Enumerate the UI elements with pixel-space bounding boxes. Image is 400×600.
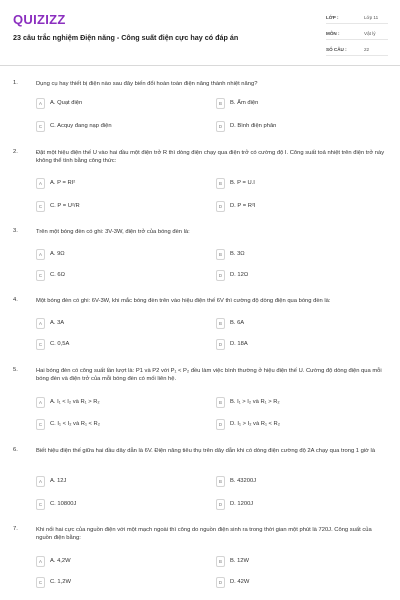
- option-b[interactable]: [216, 556, 386, 567]
- option-text: A. Quạt điện: [50, 100, 83, 106]
- question-number: 3.: [13, 228, 18, 234]
- option-text: D. I₁ > I₂ và R₁ < R₂: [230, 421, 280, 427]
- option-c[interactable]: [36, 419, 206, 430]
- option-text: D. 42W: [230, 579, 250, 585]
- option-text: C. 0,5A: [50, 341, 70, 347]
- option-text: A. 9Ω: [50, 251, 65, 257]
- meta-key: MÔN :: [326, 31, 340, 36]
- option-letter: D: [216, 419, 225, 430]
- meta-key: LỚP :: [326, 15, 339, 20]
- option-text: C. I₁ < I₂ và R₁ < R₂: [50, 421, 100, 427]
- option-letter: C: [36, 339, 45, 350]
- option-a[interactable]: [36, 249, 206, 260]
- option-text: A. I₁ < I₂ và R₁ > R₂: [50, 399, 100, 405]
- question-number: 5.: [13, 367, 18, 373]
- option-text: A. 4,2W: [50, 558, 71, 564]
- option-a[interactable]: [36, 98, 206, 109]
- option-text: B. P = U.I: [230, 180, 255, 186]
- option-a[interactable]: [36, 178, 206, 189]
- option-letter: D: [216, 270, 225, 281]
- option-letter: D: [216, 499, 225, 510]
- option-letter: D: [216, 201, 225, 212]
- option-text: B. 12W: [230, 558, 250, 564]
- option-c[interactable]: [36, 499, 206, 510]
- question-text: Hai bóng đèn có công suất lần lượt là: P1 và P2 với P₁ < P₂ đều làm việc bình thường ở hiệu điện thế U. Cường độ dòng điện qua mỗi bóng đèn và điện trở của mỗi bóng đèn có mối liên hệ.: [36, 368, 382, 382]
- option-text: A. 12J: [50, 478, 67, 484]
- meta-value: 22: [364, 47, 370, 52]
- option-text: D. 18A: [230, 341, 248, 347]
- option-letter: C: [36, 270, 45, 281]
- option-letter: D: [216, 339, 225, 350]
- option-c[interactable]: [36, 577, 206, 588]
- option-letter: A: [36, 397, 45, 408]
- option-letter: B: [216, 178, 225, 189]
- option-letter: C: [36, 201, 45, 212]
- option-text: C. 10800J: [50, 501, 77, 507]
- option-text: D. 1200J: [230, 501, 254, 507]
- meta-value: Lớp 11: [364, 15, 379, 20]
- option-text: B. 3Ω: [230, 251, 245, 257]
- option-text: C. 1,2W: [50, 579, 71, 585]
- option-text: C. 6Ω: [50, 272, 65, 278]
- option-text: C. Acquy đang nạp điện: [50, 123, 112, 129]
- option-text: B. I₁ > I₂ và R₁ > R₂: [230, 399, 280, 405]
- option-b[interactable]: [216, 178, 386, 189]
- option-text: B. 6A: [230, 320, 245, 326]
- meta-key: SỐ CÂU :: [326, 47, 347, 52]
- option-d[interactable]: [216, 419, 386, 430]
- document-title: 23 câu trắc nghiệm Điện năng - Công suất điện cực hay có đáp án: [13, 33, 239, 42]
- option-a[interactable]: [36, 556, 206, 567]
- question-text: Đặt một hiệu điện thế U vào hai đầu một điện trở R thì dòng điện chạy qua điện trở có cường độ I. Công suất toả nhiệt trên điện trở này không thể tính bằng công thức:: [36, 150, 385, 164]
- option-b[interactable]: [216, 98, 386, 109]
- option-letter: C: [36, 419, 45, 430]
- document-header: [0, 0, 400, 66]
- option-text: B. Ấm điện: [230, 100, 259, 106]
- question-text: Biết hiệu điện thế giữa hai đầu dây dẫn là 6V. Điện năng tiêu thụ trên dây dẫn khi có dòng điện cường độ 2A chạy qua trong 1 giờ là: [36, 448, 376, 454]
- option-d[interactable]: [216, 270, 386, 281]
- question-number: 7.: [13, 526, 18, 532]
- option-letter: C: [36, 577, 45, 588]
- question-number: 2.: [13, 149, 18, 155]
- option-letter: A: [36, 556, 45, 567]
- option-letter: B: [216, 556, 225, 567]
- meta-value: Vật lý: [364, 31, 376, 36]
- option-text: D. 12Ω: [230, 272, 249, 278]
- option-d[interactable]: [216, 201, 386, 212]
- option-d[interactable]: [216, 339, 386, 350]
- option-text: D. Bình điện phân: [230, 123, 277, 129]
- question-text: Một bóng đèn có ghi: 6V-3W, khi mắc bóng đèn trên vào hiệu điện thế 6V thì cường độ dòng điện qua bóng đèn là:: [36, 298, 331, 304]
- question-number: 1.: [13, 80, 18, 86]
- option-b[interactable]: [216, 476, 386, 487]
- option-letter: D: [216, 577, 225, 588]
- option-letter: A: [36, 249, 45, 260]
- option-d[interactable]: [216, 577, 386, 588]
- option-letter: D: [216, 121, 225, 132]
- option-letter: C: [36, 121, 45, 132]
- option-a[interactable]: [36, 476, 206, 487]
- option-a[interactable]: [36, 397, 206, 408]
- option-a[interactable]: [36, 318, 206, 329]
- option-letter: B: [216, 98, 225, 109]
- question-text: Khi nối hai cực của nguồn điện với một mạch ngoài thì công do nguồn điện sinh ra trong thời gian một phút là 720J. Công suất của nguồn điện bằng:: [36, 527, 372, 541]
- meta-row-class: [326, 11, 388, 24]
- option-letter: B: [216, 318, 225, 329]
- option-letter: B: [216, 397, 225, 408]
- option-c[interactable]: [36, 121, 206, 132]
- option-c[interactable]: [36, 270, 206, 281]
- option-text: A. P = RI²: [50, 180, 76, 186]
- option-letter: A: [36, 178, 45, 189]
- option-letter: B: [216, 476, 225, 487]
- option-letter: C: [36, 499, 45, 510]
- option-letter: A: [36, 476, 45, 487]
- option-letter: A: [36, 98, 45, 109]
- question-text: Dụng cụ hay thiết bị điện nào sau đây biến đổi hoàn toàn điện năng thành nhiệt năng?: [36, 81, 258, 87]
- option-letter: B: [216, 249, 225, 260]
- question-number: 4.: [13, 297, 18, 303]
- meta-row-subject: [326, 27, 388, 40]
- option-c[interactable]: [36, 201, 206, 212]
- option-b[interactable]: [216, 397, 386, 408]
- option-b[interactable]: [216, 318, 386, 329]
- question-text: Trên một bóng đèn có ghi: 3V-3W, điện trở của bóng đèn là:: [36, 229, 190, 235]
- option-text: D. P = R²I: [230, 203, 256, 209]
- option-text: A. 3A: [50, 320, 65, 326]
- option-letter: A: [36, 318, 45, 329]
- option-d[interactable]: [216, 121, 386, 132]
- option-d[interactable]: [216, 499, 386, 510]
- option-text: B. 43200J: [230, 478, 257, 484]
- option-text: C. P = U²/R: [50, 203, 80, 209]
- option-b[interactable]: [216, 249, 386, 260]
- option-c[interactable]: [36, 339, 206, 350]
- question-number: 6.: [13, 447, 18, 453]
- meta-row-question-count: [326, 43, 388, 56]
- quizizz-logo: QUIZIZZ: [13, 12, 66, 27]
